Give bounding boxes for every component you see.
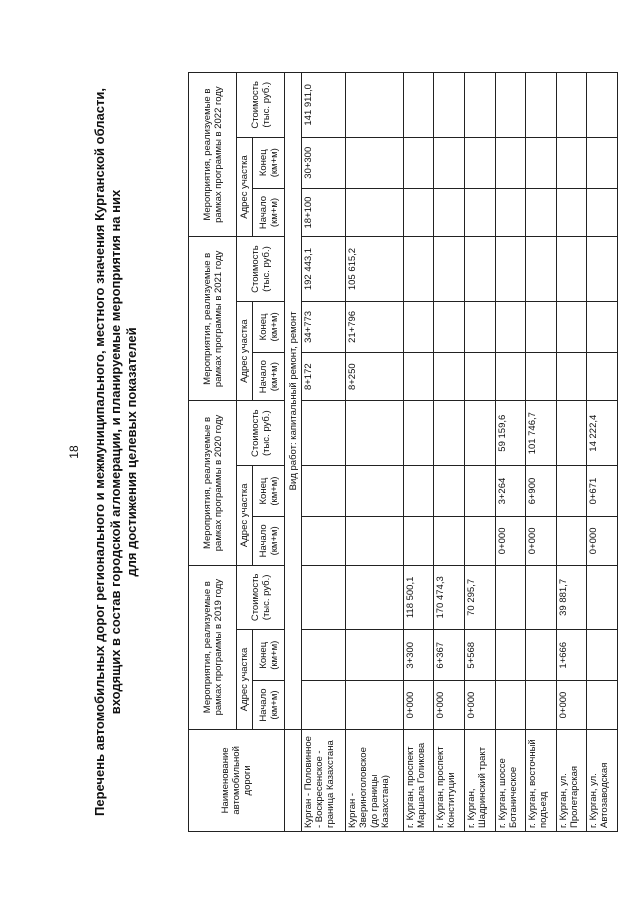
end-cell: 0+671	[587, 466, 618, 517]
table-row	[434, 73, 465, 832]
cost-cell	[403, 73, 434, 138]
start-cell	[302, 517, 346, 565]
table-row	[346, 73, 404, 832]
cost-cell	[587, 565, 618, 630]
road-name-cell: г. Курган, Шадринский тракт	[464, 729, 495, 831]
cost-cell	[464, 237, 495, 302]
start-cell: 0+000	[464, 681, 495, 729]
work-type-label: Вид работ: капитальный ремонт, ремонт	[285, 73, 302, 730]
start-cell	[495, 681, 526, 729]
end-cell	[346, 137, 404, 188]
table-row	[403, 73, 434, 832]
header-address: Адрес участка	[237, 466, 253, 566]
table-row	[495, 73, 526, 832]
start-cell: 8+250	[346, 352, 404, 400]
header-start: Начало (км+м)	[253, 681, 285, 729]
cost-cell	[556, 73, 587, 138]
cost-cell: 39 881,7	[556, 565, 587, 630]
start-cell	[526, 188, 557, 236]
table-header	[189, 73, 285, 832]
end-cell	[346, 630, 404, 681]
cost-cell	[587, 73, 618, 138]
end-cell: 3+264	[495, 466, 526, 517]
end-cell	[495, 301, 526, 352]
road-name-cell: г. Курган, ул. Пролетарская	[556, 729, 587, 831]
table-row	[526, 73, 557, 832]
header-end: Конец (км+м)	[253, 137, 285, 188]
header-year-2021: Мероприятия, реализуемые в рамках программы в 2021 году	[189, 237, 237, 401]
start-cell	[495, 352, 526, 400]
end-cell	[556, 301, 587, 352]
cost-cell	[526, 237, 557, 302]
end-cell	[495, 137, 526, 188]
cost-cell	[495, 237, 526, 302]
start-cell: 8+172	[302, 352, 346, 400]
cost-cell	[434, 401, 465, 466]
document-title	[92, 82, 180, 822]
cost-cell	[302, 565, 346, 630]
header-start: Начало (км+м)	[253, 352, 285, 400]
start-cell	[587, 352, 618, 400]
end-cell: 30+300	[302, 137, 346, 188]
cost-cell	[434, 73, 465, 138]
table-row	[587, 73, 618, 832]
start-cell	[464, 352, 495, 400]
cost-cell	[526, 73, 557, 138]
end-cell	[464, 137, 495, 188]
start-cell: 0+000	[556, 681, 587, 729]
cost-cell	[495, 73, 526, 138]
start-cell: 18+100	[302, 188, 346, 236]
end-cell	[587, 301, 618, 352]
cost-cell	[434, 237, 465, 302]
header-cost: Стоимость (тыс. руб.)	[237, 401, 285, 466]
title-line-1: Перечень автомобильных дорог регионального и межмуниципального, местного значения Курганской области,	[92, 88, 107, 816]
start-cell	[346, 188, 404, 236]
start-cell	[403, 517, 434, 565]
cost-cell	[464, 401, 495, 466]
end-cell	[403, 301, 434, 352]
cost-cell: 118 500,1	[403, 565, 434, 630]
start-cell	[556, 517, 587, 565]
table-row	[464, 73, 495, 832]
header-year-2020: Мероприятия, реализуемые в рамках программы в 2020 году	[189, 401, 237, 565]
start-cell	[495, 188, 526, 236]
table-row	[302, 73, 346, 832]
start-cell	[526, 352, 557, 400]
end-cell: 6+367	[434, 630, 465, 681]
table-row	[556, 73, 587, 832]
table-body	[285, 73, 618, 832]
header-address: Адрес участка	[237, 301, 253, 401]
start-cell: 0+000	[495, 517, 526, 565]
end-cell	[526, 630, 557, 681]
start-cell: 0+000	[526, 517, 557, 565]
start-cell: 0+000	[587, 517, 618, 565]
start-cell	[464, 188, 495, 236]
cost-cell	[346, 73, 404, 138]
start-cell	[434, 188, 465, 236]
cost-cell: 192 443,1	[302, 237, 346, 302]
cost-cell	[495, 565, 526, 630]
page-number: 18	[67, 445, 81, 459]
start-cell	[346, 681, 404, 729]
end-cell: 21+796	[346, 301, 404, 352]
cost-cell	[587, 237, 618, 302]
header-end: Конец (км+м)	[253, 630, 285, 681]
end-cell	[346, 466, 404, 517]
cost-cell	[346, 401, 404, 466]
roads-table-container	[188, 72, 618, 832]
cost-cell	[556, 401, 587, 466]
header-end: Конец (км+м)	[253, 301, 285, 352]
cost-cell	[403, 401, 434, 466]
title-line-2: входящих в состав городской агломерации, и планируемые мероприятия на них	[108, 189, 123, 715]
road-name-cell: г. Курган, проспект Конституции	[434, 729, 465, 831]
start-cell	[434, 517, 465, 565]
end-cell: 3+300	[403, 630, 434, 681]
cost-cell	[403, 237, 434, 302]
end-cell	[302, 466, 346, 517]
cost-cell: 101 746,7	[526, 401, 557, 466]
road-name-cell: г. Курган, проспект Маршала Голикова	[403, 729, 434, 831]
road-name-cell: Курган - Половинное - Воскресенское - граница Казахстана	[302, 729, 346, 831]
cost-cell	[346, 565, 404, 630]
start-cell	[464, 517, 495, 565]
end-cell	[403, 137, 434, 188]
start-cell	[302, 681, 346, 729]
road-name-cell: Курган - Звериноголовское (до границы Казахстана)	[346, 729, 404, 831]
cost-cell: 14 222,4	[587, 401, 618, 466]
end-cell	[302, 630, 346, 681]
cost-cell: 170 474,3	[434, 565, 465, 630]
header-cost: Стоимость (тыс. руб.)	[237, 237, 285, 302]
cost-cell: 59 159,6	[495, 401, 526, 466]
end-cell	[464, 466, 495, 517]
title-line-3: для достижения целевых показателей	[124, 327, 139, 577]
start-cell: 0+000	[403, 681, 434, 729]
end-cell	[587, 630, 618, 681]
end-cell	[556, 137, 587, 188]
end-cell: 34+773	[302, 301, 346, 352]
start-cell: 0+000	[434, 681, 465, 729]
start-cell	[434, 352, 465, 400]
end-cell	[587, 137, 618, 188]
end-cell: 1+666	[556, 630, 587, 681]
cost-cell	[556, 237, 587, 302]
end-cell	[464, 301, 495, 352]
end-cell	[434, 137, 465, 188]
header-end: Конец (км+м)	[253, 466, 285, 517]
work-type-row	[285, 73, 302, 832]
cost-cell	[302, 401, 346, 466]
start-cell	[556, 352, 587, 400]
cost-cell: 70 295,7	[464, 565, 495, 630]
road-name-cell: г. Курган, ул. Автозаводская	[587, 729, 618, 831]
end-cell: 5+568	[464, 630, 495, 681]
start-cell	[587, 681, 618, 729]
header-year-2019: Мероприятия, реализуемые в рамках программы в 2019 году	[189, 565, 237, 729]
start-cell	[587, 188, 618, 236]
header-start: Начало (км+м)	[253, 517, 285, 565]
header-start: Начало (км+м)	[253, 188, 285, 236]
start-cell	[346, 517, 404, 565]
end-cell	[434, 466, 465, 517]
end-cell	[526, 137, 557, 188]
start-cell	[556, 188, 587, 236]
cost-cell	[526, 565, 557, 630]
roads-table	[188, 72, 618, 832]
header-year-2022: Мероприятия, реализуемые в рамках программы в 2022 году	[189, 73, 237, 237]
end-cell	[495, 630, 526, 681]
end-cell	[556, 466, 587, 517]
header-address: Адрес участка	[237, 137, 253, 237]
road-name-cell: г. Курган, шоссе Ботаническое	[495, 729, 526, 831]
cost-cell: 141 911,0	[302, 73, 346, 138]
cost-cell	[464, 73, 495, 138]
end-cell	[526, 301, 557, 352]
header-address: Адрес участка	[237, 630, 253, 730]
end-cell: 6+900	[526, 466, 557, 517]
header-road-name: Наименование автомобильной дороги	[189, 729, 285, 831]
header-cost: Стоимость (тыс. руб.)	[237, 565, 285, 630]
start-cell	[403, 352, 434, 400]
cost-cell: 105 615,2	[346, 237, 404, 302]
work-type-empty-cell	[285, 729, 302, 831]
road-name-cell: г. Курган, восточный подъезд	[526, 729, 557, 831]
header-cost: Стоимость (тыс. руб.)	[237, 73, 285, 138]
end-cell	[403, 466, 434, 517]
end-cell	[434, 301, 465, 352]
start-cell	[526, 681, 557, 729]
start-cell	[403, 188, 434, 236]
